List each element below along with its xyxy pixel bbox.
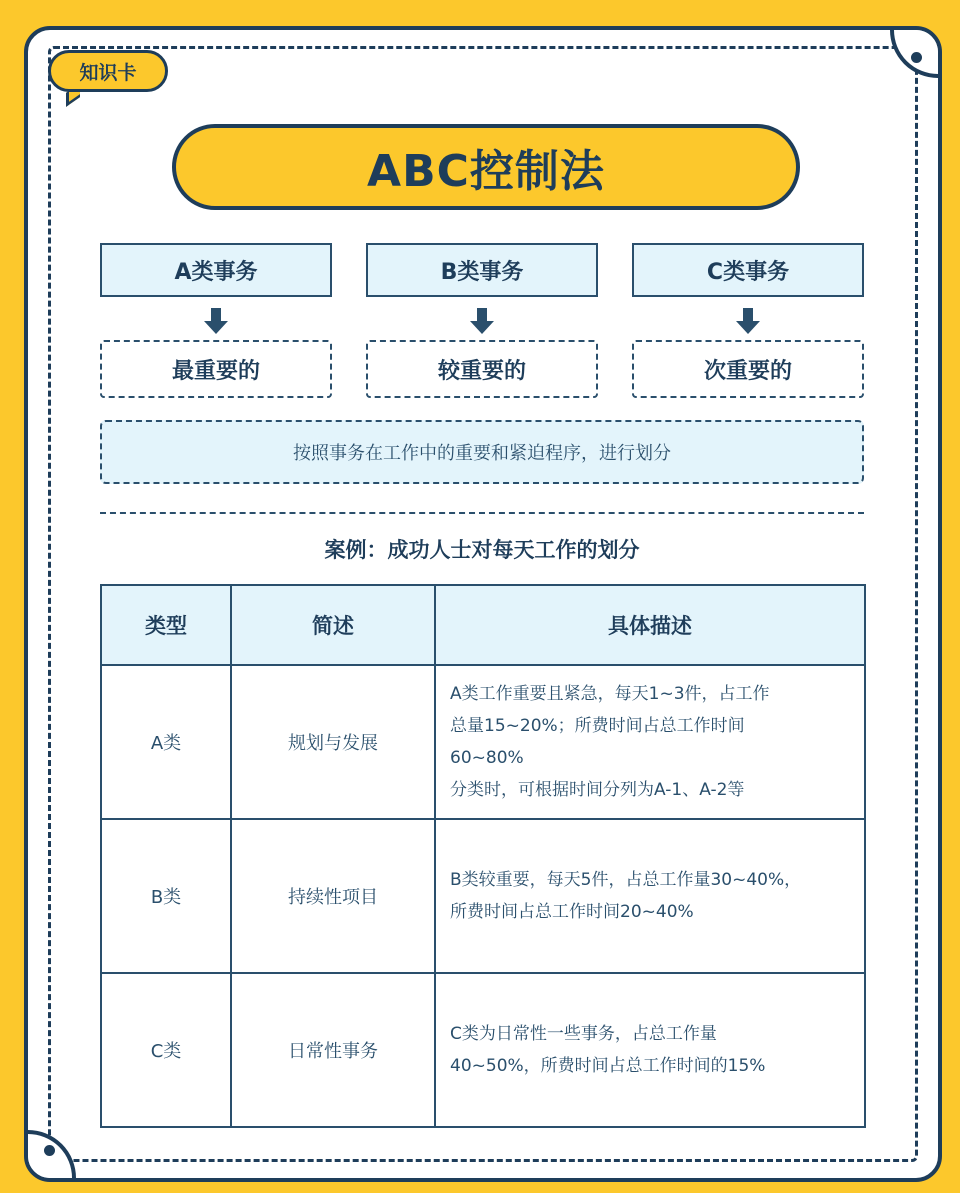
table-header-row (101, 585, 865, 665)
description-line: 60~80% (450, 748, 524, 768)
case-title: 案例：成功人士对每天工作的划分 (324, 538, 640, 562)
dot-icon (44, 1145, 55, 1156)
abc-table (100, 584, 866, 1128)
description-line: A类工作重要且紧急，每天1~3件，占工作 (450, 684, 770, 704)
importance-level-c: 次重要的 (632, 340, 864, 398)
table-header-description: 具体描述 (435, 585, 865, 665)
row-description (435, 819, 865, 973)
description-line: C类为日常性一些事务，占总工作量 (450, 1024, 717, 1044)
arrow-down-icon (736, 308, 760, 334)
classification-note: 按照事务在工作中的重要和紧迫程序，进行划分 (100, 420, 864, 484)
table-row (101, 973, 865, 1127)
table-header-type: 类型 (101, 585, 231, 665)
row-summary: 规划与发展 (231, 665, 435, 819)
description-line: B类较重要，每天5件，占总工作量30~40%， (450, 870, 802, 890)
category-box-c: C类事务 (632, 243, 864, 297)
knowledge-card-badge: 知识卡 (48, 50, 168, 92)
description-line: 总量15~20%；所费时间占总工作时间 (450, 716, 745, 736)
section-divider (100, 512, 864, 514)
arrow-down-icon (470, 308, 494, 334)
importance-level-b: 较重要的 (366, 340, 598, 398)
table-header-summary: 简述 (231, 585, 435, 665)
table-row (101, 665, 865, 819)
importance-level-a: 最重要的 (100, 340, 332, 398)
description-line: 分类时，可根据时间分列为A-1、A-2等 (450, 780, 745, 800)
table-row (101, 819, 865, 973)
row-summary: 日常性事务 (231, 973, 435, 1127)
row-summary: 持续性项目 (231, 819, 435, 973)
row-type: C类 (101, 973, 231, 1127)
category-box-b: B类事务 (366, 243, 598, 297)
row-description (435, 665, 865, 819)
knowledge-card (24, 26, 942, 1182)
description-line: 所费时间占总工作时间20~40% (450, 902, 694, 922)
row-type: A类 (101, 665, 231, 819)
page-title: ABC控制法 (172, 124, 800, 210)
arrow-down-icon (204, 308, 228, 334)
row-type: B类 (101, 819, 231, 973)
row-description (435, 973, 865, 1127)
dot-icon (911, 52, 922, 63)
category-box-a: A类事务 (100, 243, 332, 297)
description-line: 40~50%，所费时间占总工作时间的15% (450, 1056, 766, 1076)
